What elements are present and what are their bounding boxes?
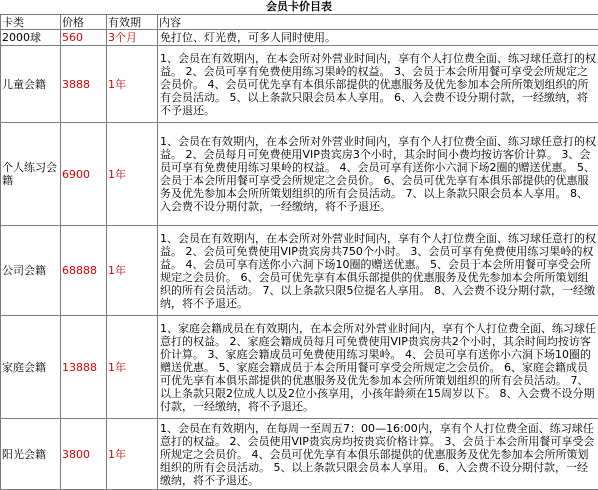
price-table (0, 14, 598, 490)
card-name: 儿童会籍 (1, 46, 61, 123)
card-name: 阳光会籍 (1, 419, 61, 490)
card-content: 1、会员在有效期内，在每周一至周五7：00—16:00内，享有个人打位费全面、练习球任意打的权益。 2、会员使用VIP贵宾房均按贵宾价格计算。 3、会员于本会所用餐可享受会所规定之会员价。 4、会员可优先享有本俱乐部提供的优惠服务及优先参加本会所所策划组织的所有会员活动。 5、以上条款只限会员本人享用。 6、入会费不设分期付款，一经缴纳，将不予退还。 (158, 419, 598, 490)
card-content: 1、会员在有效期内，在本会所对外营业时间内，享有个人打位费全面、练习球任意打的权益。 2、会员可免费使用VIP贵宾房共750个小时。 3、会员可享有免费使用练习果岭的权益。 4、会员可享有送你小六洞下场10圈的赠送优惠。 5、会员于本会所用餐可享受会所规定之会员价。 6、会员可优先享有本俱乐部提供的优惠服务及优先参加本会所所策划组织的所有会员活动。 7、以上条款只限5位提名人享用。 8、入会费不设分期付款，一经缴纳，将不予退还。 (158, 226, 598, 316)
card-price: 13888 (61, 316, 107, 419)
card-name: 公司会籍 (1, 226, 61, 316)
card-period: 1年 (107, 46, 158, 123)
card-content: 免打位、灯光费，可多人同时使用。 (158, 30, 598, 46)
card-price: 6900 (61, 123, 107, 226)
header-price: 价格 (61, 15, 107, 30)
card-period: 1年 (107, 419, 158, 490)
card-price: 3888 (61, 46, 107, 123)
header-card-type: 卡类 (1, 15, 61, 30)
table-row (1, 30, 598, 46)
card-period: 3个月 (107, 30, 158, 46)
table-row (1, 46, 598, 123)
card-period: 1年 (107, 226, 158, 316)
card-price: 68888 (61, 226, 107, 316)
table-row (1, 123, 598, 226)
card-name: 家庭会籍 (1, 316, 61, 419)
card-content: 1、会员在有效期内，在本会所对外营业时间内，享有个人打位费全面、练习球任意打的权益。 2、会员每月可免费使用VIP贵宾房3个小时，其余时间小费均按访客价计算。 3、会员可享有免费使用练习果岭的权益。 4、会员可享有送你小六洞下场2圈的赠送优惠。 5、会员于本会所用餐可享受会所规定之会员价。 6、会员可优先享有本俱乐部提供的优惠服务及优先参加本会所所策划组织的所有会员活动。 7、以上条款只限会员本人享用。 8、入会费不设分期付款，一经缴纳，将不予退还。 (158, 123, 598, 226)
page-title: 会员卡价目表 (0, 0, 598, 13)
card-content: 1、家庭会籍成员在有效期内，在本会所对外营业时间内，享有个人打位费全面、练习球任意打的权益。 2、家庭会籍成员每月可免费使用VIP贵宾房共2个小时，其余时间均按访客价计算。 3、家庭会籍成员可免费使用练习果岭。 4、会员可享有送你小六洞下场10圈的赠送优惠。 5、家庭会籍成员于本会所用餐可享受会所规定之会员价。 6、家庭会籍成员可优先享有本俱乐部提供的优惠服务及优先参加本会所所策划组织的所有会员活动。 7、以上条款只限2位成人以及2位小孩享用，小孩年龄须在15周岁以下。 8、入会费不设分期付款，一经缴纳，将不予退还。 (158, 316, 598, 419)
header-content: 内容 (158, 15, 598, 30)
table-row (1, 316, 598, 419)
table-row (1, 419, 598, 490)
card-name: 个人练习会籍 (1, 123, 61, 226)
table-header-row (1, 15, 598, 30)
card-period: 1年 (107, 316, 158, 419)
header-period: 有效期 (107, 15, 158, 30)
table-row (1, 226, 598, 316)
card-name: 2000球 (1, 30, 61, 46)
card-period: 1年 (107, 123, 158, 226)
card-content: 1、会员在有效期内，在本会所对外营业时间内，享有个人打位费全面、练习球任意打的权益。 2、会员可享有免费使用练习果岭的权益。 3、会员于本会所用餐可享受会所规定之会员价。 4、会员可优先享有本俱乐部提供的优惠服务及优先参加本会所所策划组织的所有会员活动。 5、以上条款只限会员本人享用。 6、入会费不设分期付款，一经缴纳，将不予退还。 (158, 46, 598, 123)
card-price: 3800 (61, 419, 107, 490)
card-price: 560 (61, 30, 107, 46)
